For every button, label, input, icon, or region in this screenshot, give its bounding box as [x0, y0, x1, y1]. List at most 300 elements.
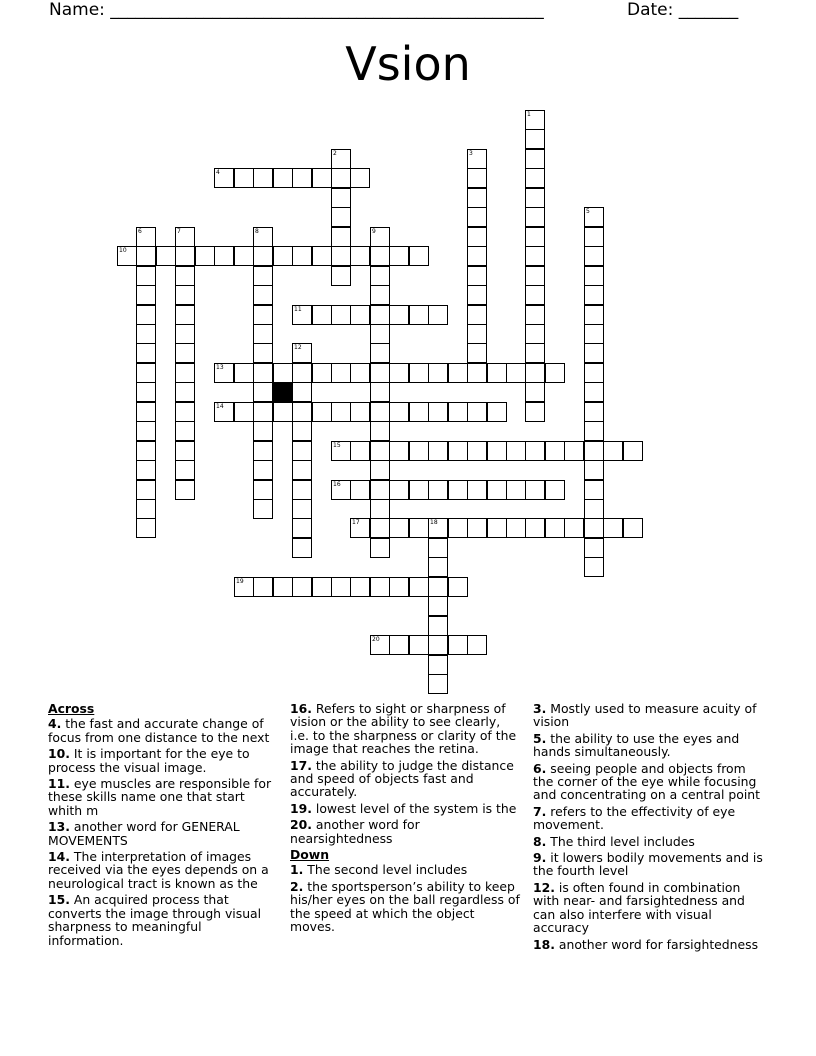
clue-number: 16 [333, 481, 341, 488]
clue-number: 5 [586, 208, 590, 215]
clue-num: 6. [533, 760, 547, 776]
grid-cell[interactable] [331, 363, 351, 383]
grid-cell[interactable] [331, 149, 351, 169]
clue [48, 777, 280, 817]
grid-cell[interactable] [409, 441, 429, 461]
grid-cell[interactable] [175, 402, 195, 422]
grid-cell[interactable] [603, 441, 623, 461]
grid-cell[interactable] [214, 168, 234, 188]
clue-num: 10. [48, 746, 70, 762]
grid-cell[interactable] [370, 635, 390, 655]
clue-num: 9. [533, 850, 547, 866]
clue-text: It is important for the eye to process the visual image. [48, 746, 250, 775]
grid-cell[interactable] [525, 343, 545, 363]
grid-cell[interactable] [136, 343, 156, 363]
grid-cell[interactable] [370, 382, 390, 402]
grid-cell[interactable] [253, 499, 273, 519]
grid-cell[interactable] [214, 402, 234, 422]
clue-text: is often found in combination with near- and farsightedness and can also interfere with visual accuracy [533, 879, 745, 936]
grid-cell[interactable] [623, 441, 643, 461]
grid-cell[interactable] [370, 246, 390, 266]
clue-number: 3 [469, 150, 473, 157]
grid-cell[interactable] [428, 616, 448, 636]
grid-cell[interactable] [584, 538, 604, 558]
grid-cell[interactable] [175, 324, 195, 344]
grid-cell[interactable] [292, 460, 312, 480]
clue-number: 6 [138, 228, 142, 235]
grid-cell[interactable] [175, 227, 195, 247]
grid-cell[interactable] [467, 441, 487, 461]
clue [533, 805, 765, 832]
grid-cell[interactable] [525, 518, 545, 538]
clue [290, 702, 522, 756]
grid-cell[interactable] [195, 246, 215, 266]
grid-cell[interactable] [525, 324, 545, 344]
grid-cell[interactable] [214, 363, 234, 383]
grid-cell[interactable] [331, 441, 351, 461]
grid-cell[interactable] [389, 577, 409, 597]
grid-cell[interactable] [389, 441, 409, 461]
grid-cell[interactable] [389, 635, 409, 655]
grid-cell[interactable] [584, 421, 604, 441]
grid-cell[interactable] [428, 441, 448, 461]
grid-cell[interactable] [273, 246, 293, 266]
grid-cell[interactable] [312, 305, 332, 325]
grid-cell[interactable] [292, 168, 312, 188]
grid-cell[interactable] [448, 402, 468, 422]
grid-cell[interactable] [136, 305, 156, 325]
clue-text: The third level includes [546, 833, 695, 849]
grid-cell[interactable] [370, 499, 390, 519]
grid-cell[interactable] [350, 518, 370, 538]
grid-cell[interactable] [389, 518, 409, 538]
grid-cell[interactable] [584, 499, 604, 519]
grid-cell[interactable] [350, 577, 370, 597]
grid-cell[interactable] [136, 518, 156, 538]
grid-cell[interactable] [467, 402, 487, 422]
clue-number: 18 [430, 519, 438, 526]
grid-cell[interactable] [253, 480, 273, 500]
grid-cell[interactable] [389, 246, 409, 266]
clue-text: the sportsperson’s ability to keep his/her eyes on the ball regardless of the speed at which the object moves. [290, 878, 520, 935]
clue-number: 10 [119, 247, 127, 254]
clues-column-2 [290, 702, 522, 937]
grid-cell[interactable] [350, 168, 370, 188]
grid-cell[interactable] [428, 596, 448, 616]
grid-cell[interactable] [253, 305, 273, 325]
clue-text: Refers to sight or sharpness of vision or the ability to see clearly, i.e. to the sharpness or clarity of the image that reaches the retina. [290, 701, 517, 757]
grid-cell[interactable] [331, 207, 351, 227]
clue-num: 1. [290, 862, 304, 878]
grid-cell[interactable] [175, 305, 195, 325]
grid-cell[interactable] [428, 635, 448, 655]
grid-cell[interactable] [506, 441, 526, 461]
grid-cell[interactable] [136, 499, 156, 519]
grid-cell[interactable] [525, 382, 545, 402]
grid-cell[interactable] [234, 168, 254, 188]
grid-cell[interactable] [525, 168, 545, 188]
clue-number: 17 [352, 519, 360, 526]
grid-cell[interactable] [234, 402, 254, 422]
grid-cell[interactable] [428, 674, 448, 694]
grid-cell[interactable] [525, 188, 545, 208]
grid-cell[interactable] [525, 285, 545, 305]
grid-cell[interactable] [409, 363, 429, 383]
clue-text: it lowers bodily movements and is the fourth level [533, 850, 763, 879]
grid-cell[interactable] [506, 480, 526, 500]
grid-cell[interactable] [370, 518, 390, 538]
clue-num: 2. [290, 878, 304, 894]
grid-cell[interactable] [253, 227, 273, 247]
grid-cell[interactable] [409, 518, 429, 538]
grid-cell[interactable] [584, 363, 604, 383]
grid-cell[interactable] [506, 518, 526, 538]
grid-cell[interactable] [370, 324, 390, 344]
grid-cell[interactable] [292, 402, 312, 422]
grid-cell[interactable] [253, 285, 273, 305]
clue-number: 8 [255, 228, 259, 235]
grid-cell[interactable] [584, 285, 604, 305]
grid-cell[interactable] [175, 421, 195, 441]
grid-cell[interactable] [253, 266, 273, 286]
grid-cell[interactable] [584, 518, 604, 538]
grid-cell[interactable] [370, 227, 390, 247]
grid-cell[interactable] [525, 480, 545, 500]
grid-cell[interactable] [584, 557, 604, 577]
grid-cell[interactable] [584, 246, 604, 266]
grid-cell[interactable] [487, 363, 507, 383]
grid-cell[interactable] [584, 305, 604, 325]
grid-cell[interactable] [136, 363, 156, 383]
clue [290, 759, 522, 799]
clue-number: 2 [333, 150, 337, 157]
grid-cell[interactable] [175, 246, 195, 266]
grid-cell[interactable] [525, 305, 545, 325]
grid-cell[interactable] [525, 110, 545, 130]
clue-num: 11. [48, 776, 70, 792]
grid-cell[interactable] [136, 421, 156, 441]
grid-cell[interactable] [312, 577, 332, 597]
grid-cell[interactable] [409, 402, 429, 422]
grid-cell[interactable] [487, 402, 507, 422]
grid-cell[interactable] [428, 655, 448, 675]
grid-cell[interactable] [584, 324, 604, 344]
clue-text: lowest level of the system is the [311, 800, 517, 816]
clue-number: 12 [294, 344, 302, 351]
grid-cell[interactable] [234, 363, 254, 383]
grid-cell[interactable] [584, 480, 604, 500]
grid-cell[interactable] [312, 402, 332, 422]
grid-cell[interactable] [448, 441, 468, 461]
grid-cell[interactable] [370, 460, 390, 480]
grid-cell[interactable] [389, 402, 409, 422]
grid-cell[interactable] [292, 246, 312, 266]
grid-cell[interactable] [370, 266, 390, 286]
grid-cell[interactable] [175, 382, 195, 402]
grid-cell[interactable] [331, 402, 351, 422]
grid-cell[interactable] [253, 363, 273, 383]
grid-cell[interactable] [525, 129, 545, 149]
grid-cell[interactable] [331, 246, 351, 266]
grid-cell[interactable] [253, 343, 273, 363]
clue-num: 15. [48, 892, 70, 908]
grid-cell[interactable] [370, 480, 390, 500]
grid-cell[interactable] [506, 363, 526, 383]
grid-cell[interactable] [545, 441, 565, 461]
grid-cell[interactable] [467, 149, 487, 169]
grid-cell[interactable] [156, 246, 176, 266]
grid-cell[interactable] [584, 441, 604, 461]
grid-cell[interactable] [292, 305, 312, 325]
clue-text: The interpretation of images received via the eyes depends on a neurological tract is known as the [48, 849, 269, 891]
page-title: Vsion [345, 37, 471, 91]
grid-cell[interactable] [350, 305, 370, 325]
grid-cell[interactable] [350, 402, 370, 422]
grid-cell[interactable] [525, 246, 545, 266]
grid-cell[interactable] [545, 518, 565, 538]
grid-cell[interactable] [292, 499, 312, 519]
grid-cell[interactable] [409, 480, 429, 500]
clue [48, 850, 280, 890]
grid-cell[interactable] [331, 577, 351, 597]
grid-cell[interactable] [350, 246, 370, 266]
clue [533, 702, 765, 729]
grid-cell[interactable] [350, 363, 370, 383]
clue-number: 14 [216, 403, 224, 410]
grid-cell[interactable] [525, 227, 545, 247]
grid-cell[interactable] [136, 402, 156, 422]
grid-cell[interactable] [428, 557, 448, 577]
grid-cell[interactable] [214, 246, 234, 266]
grid-cell[interactable] [370, 285, 390, 305]
grid-cell[interactable] [525, 363, 545, 383]
grid-cell[interactable] [370, 421, 390, 441]
grid-cell[interactable] [389, 363, 409, 383]
grid-cell[interactable] [545, 363, 565, 383]
grid-cell[interactable] [273, 577, 293, 597]
grid-cell[interactable] [234, 246, 254, 266]
grid-cell[interactable] [467, 188, 487, 208]
grid-cell[interactable] [175, 266, 195, 286]
grid-cell[interactable] [370, 343, 390, 363]
grid-cell[interactable] [584, 207, 604, 227]
grid-cell[interactable] [603, 518, 623, 538]
clue-number: 11 [294, 306, 302, 313]
grid-cell[interactable] [292, 421, 312, 441]
grid-cell[interactable] [136, 324, 156, 344]
clue-num: 8. [533, 833, 547, 849]
grid-cell[interactable] [312, 168, 332, 188]
clue-num: 13. [48, 819, 70, 835]
grid-cell[interactable] [292, 363, 312, 383]
grid-cell[interactable] [584, 266, 604, 286]
grid-cell[interactable] [428, 363, 448, 383]
grid-cell[interactable] [253, 577, 273, 597]
grid-cell[interactable] [467, 635, 487, 655]
clue [48, 717, 280, 744]
clue-num: 14. [48, 849, 70, 865]
grid-cell[interactable] [253, 324, 273, 344]
grid-cell[interactable] [467, 324, 487, 344]
grid-cell[interactable] [292, 538, 312, 558]
grid-cell[interactable] [623, 518, 643, 538]
clue [533, 762, 765, 802]
grid-cell[interactable] [467, 305, 487, 325]
grid-cell[interactable] [253, 402, 273, 422]
grid-cell[interactable] [292, 343, 312, 363]
grid-cell[interactable] [253, 460, 273, 480]
grid-cell[interactable] [525, 266, 545, 286]
grid-cell[interactable] [487, 518, 507, 538]
grid-cell[interactable] [136, 460, 156, 480]
grid-cell[interactable] [312, 363, 332, 383]
grid-cell[interactable] [370, 577, 390, 597]
grid-cell[interactable] [525, 402, 545, 422]
grid-cell[interactable] [584, 227, 604, 247]
grid-cell[interactable] [136, 285, 156, 305]
grid-cell[interactable] [253, 421, 273, 441]
grid-cell[interactable] [175, 343, 195, 363]
grid-cell[interactable] [428, 577, 448, 597]
grid-cell[interactable] [136, 246, 156, 266]
grid-cell[interactable] [331, 305, 351, 325]
grid-cell[interactable] [331, 480, 351, 500]
grid-cell[interactable] [273, 168, 293, 188]
grid-cell[interactable] [292, 382, 312, 402]
clue-text: the ability to judge the distance and speed of objects fast and accurately. [290, 757, 514, 800]
grid-cell[interactable] [370, 402, 390, 422]
clue-num: 18. [533, 936, 555, 952]
grid-cell[interactable] [428, 402, 448, 422]
grid-cell[interactable] [467, 266, 487, 286]
grid-cell[interactable] [487, 480, 507, 500]
grid-cell[interactable] [428, 538, 448, 558]
grid-cell[interactable] [312, 246, 332, 266]
grid-cell[interactable] [136, 441, 156, 461]
grid-cell[interactable] [292, 480, 312, 500]
grid-cell[interactable] [545, 480, 565, 500]
grid-cell[interactable] [467, 227, 487, 247]
grid-cell[interactable] [175, 441, 195, 461]
grid-cell[interactable] [409, 635, 429, 655]
clue-number: 13 [216, 364, 224, 371]
grid-cell[interactable] [525, 149, 545, 169]
grid-cell[interactable] [370, 538, 390, 558]
grid-cell[interactable] [467, 285, 487, 305]
grid-cell[interactable] [448, 480, 468, 500]
grid-cell[interactable] [370, 441, 390, 461]
grid-cell[interactable] [487, 441, 507, 461]
clue-number: 15 [333, 442, 341, 449]
grid-cell[interactable] [428, 480, 448, 500]
grid-cell[interactable] [409, 246, 429, 266]
grid-cell[interactable] [584, 382, 604, 402]
grid-cell[interactable] [136, 382, 156, 402]
grid-cell[interactable] [584, 343, 604, 363]
grid-cell[interactable] [331, 266, 351, 286]
grid-cell[interactable] [175, 285, 195, 305]
grid-cell[interactable] [448, 518, 468, 538]
grid-cell[interactable] [253, 441, 273, 461]
grid-cell[interactable] [467, 207, 487, 227]
clue-number: 9 [372, 228, 376, 235]
grid-cell[interactable] [584, 402, 604, 422]
grid-cell[interactable] [448, 577, 468, 597]
grid-cell[interactable] [467, 518, 487, 538]
grid-cell[interactable] [584, 460, 604, 480]
grid-cell[interactable] [389, 305, 409, 325]
clue-text: eye muscles are responsible for these skills name one that start whith m [48, 776, 272, 818]
grid-cell[interactable] [564, 441, 584, 461]
grid-cell[interactable] [253, 246, 273, 266]
clues-column-1 [48, 702, 280, 950]
grid-cell[interactable] [448, 363, 468, 383]
grid-cell[interactable] [467, 480, 487, 500]
grid-cell[interactable] [428, 518, 448, 538]
grid-cell[interactable] [409, 305, 429, 325]
grid-cell[interactable] [331, 168, 351, 188]
grid-cell[interactable] [350, 441, 370, 461]
grid-cell[interactable] [467, 246, 487, 266]
grid-cell[interactable] [253, 382, 273, 402]
grid-cell[interactable] [370, 363, 390, 383]
name-label: Name: [49, 0, 105, 20]
clue [533, 835, 765, 848]
clue-num: 7. [533, 803, 547, 819]
section-heading: Across [48, 701, 95, 716]
grid-cell[interactable] [175, 363, 195, 383]
grid-cell[interactable] [467, 363, 487, 383]
grid-cell[interactable] [273, 363, 293, 383]
grid-cell[interactable] [117, 246, 137, 266]
grid-cell[interactable] [350, 480, 370, 500]
clue-num: 12. [533, 879, 555, 895]
clue [290, 880, 522, 934]
grid-cell[interactable] [253, 168, 273, 188]
grid-cell[interactable] [331, 188, 351, 208]
grid-cell[interactable] [525, 207, 545, 227]
grid-cell[interactable] [136, 227, 156, 247]
grid-cell[interactable] [292, 518, 312, 538]
grid-cell[interactable] [175, 460, 195, 480]
clue [533, 851, 765, 878]
grid-cell[interactable] [234, 577, 254, 597]
grid-cell[interactable] [525, 441, 545, 461]
grid-cell[interactable] [292, 577, 312, 597]
grid-cell[interactable] [389, 480, 409, 500]
grid-cell[interactable] [292, 441, 312, 461]
clue [290, 863, 522, 876]
grid-cell[interactable] [331, 227, 351, 247]
clue [48, 820, 280, 847]
grid-cell[interactable] [409, 577, 429, 597]
grid-cell[interactable] [467, 343, 487, 363]
grid-cell[interactable] [175, 480, 195, 500]
grid-cell[interactable] [564, 518, 584, 538]
name-line: ___________________________________________________ [110, 0, 544, 20]
grid-cell[interactable] [273, 402, 293, 422]
grid-cell[interactable] [370, 305, 390, 325]
clue-num: 5. [533, 730, 547, 746]
clue-number: 20 [372, 636, 380, 643]
grid-cell[interactable] [136, 480, 156, 500]
grid-cell[interactable] [467, 168, 487, 188]
grid-cell[interactable] [448, 635, 468, 655]
clues-column-3 [533, 702, 765, 954]
clue-num: 17. [290, 757, 312, 773]
grid-cell[interactable] [428, 305, 448, 325]
grid-cell[interactable] [136, 266, 156, 286]
